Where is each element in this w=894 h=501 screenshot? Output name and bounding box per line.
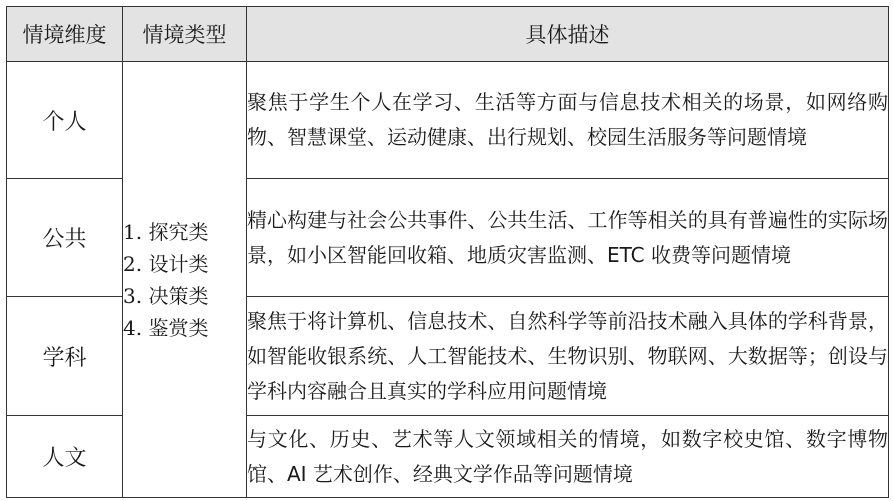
dimension-cell: 学科 (7, 297, 123, 416)
header-row (7, 7, 889, 62)
description-cell: 与文化、历史、艺术等人文领域相关的情境，如数字校史馆、数字博物馆、AI 艺术创作、经典文学作品等问题情境 (247, 416, 889, 498)
header-type: 情境类型 (123, 7, 247, 62)
header-dimension: 情境维度 (7, 7, 123, 62)
type-item: 1. 探究类 (123, 219, 209, 244)
context-table (6, 6, 889, 498)
dimension-cell: 人文 (7, 416, 123, 498)
type-item: 4. 鉴赏类 (123, 315, 209, 340)
description-cell: 聚焦于学生个人在学习、生活等方面与信息技术相关的场景，如网络购物、智慧课堂、运动健康、出行规划、校园生活服务等问题情境 (247, 62, 889, 179)
type-item: 3. 决策类 (123, 283, 209, 308)
description-cell: 精心构建与社会公共事件、公共生活、工作等相关的具有普遍性的实际场景，如小区智能回收箱、地质灾害监测、ETC 收费等问题情境 (247, 179, 889, 297)
dimension-cell: 公共 (7, 179, 123, 297)
dimension-cell: 个人 (7, 62, 123, 179)
type-item: 2. 设计类 (123, 251, 209, 276)
description-cell: 聚焦于将计算机、信息技术、自然科学等前沿技术融入具体的学科背景，如智能收银系统、人工智能技术、生物识别、物联网、大数据等；创设与学科内容融合且真实的学科应用问题情境 (247, 297, 889, 416)
table-row (7, 62, 889, 179)
type-list-cell (123, 62, 247, 498)
header-description: 具体描述 (247, 7, 889, 62)
